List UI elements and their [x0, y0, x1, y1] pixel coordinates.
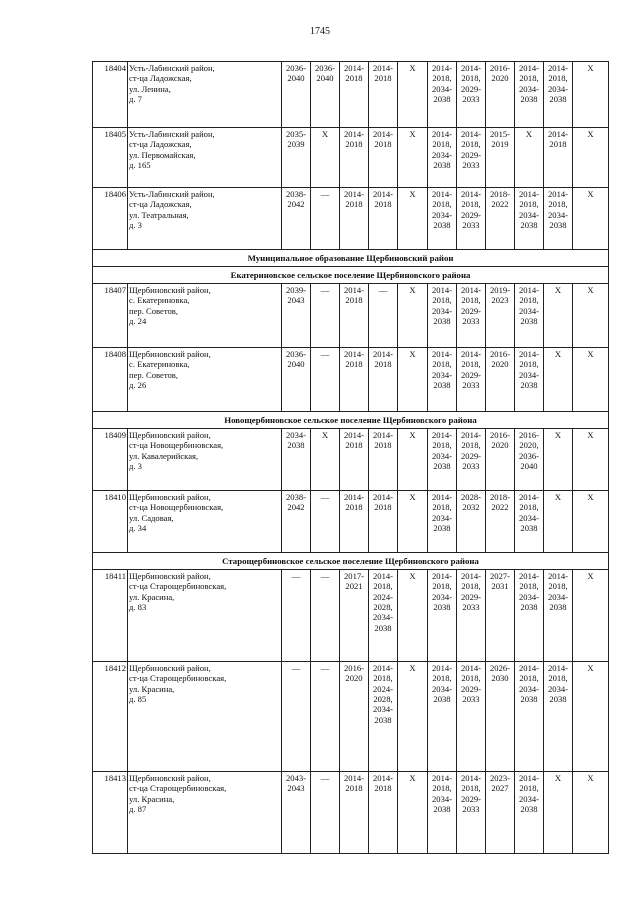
period-cell: 2034- 2038 — [282, 429, 311, 491]
period-cell: 2014- 2018, 2029- 2033 — [457, 284, 486, 348]
record-number: 18411 — [93, 570, 128, 662]
period-cell: 2014- 2018 — [340, 188, 369, 250]
period-cell: X — [544, 429, 573, 491]
period-cell: 2014- 2018 — [340, 284, 369, 348]
period-cell: 2015- 2019 — [486, 128, 515, 188]
period-cell: 2014- 2018, 2034- 2038 — [428, 662, 457, 772]
period-cell: 2014- 2018, 2034- 2038 — [544, 188, 573, 250]
period-cell: X — [544, 491, 573, 553]
period-cell: 2035- 2039 — [282, 128, 311, 188]
period-cell: X — [573, 429, 609, 491]
period-cell: X — [573, 348, 609, 412]
period-cell: 2027- 2031 — [486, 570, 515, 662]
record-number: 18406 — [93, 188, 128, 250]
period-cell: 2014- 2018 — [340, 491, 369, 553]
table-row — [93, 128, 609, 188]
period-cell: 2014- 2018, 2029- 2033 — [457, 188, 486, 250]
address-cell: Щербиновский район, ст-ца Новощербиновская, ул. Кавалерийская, д. 3 — [128, 429, 282, 491]
table-row — [93, 429, 609, 491]
period-cell: X — [544, 772, 573, 854]
registry-table — [92, 61, 609, 854]
table-row — [93, 772, 609, 854]
section-header — [93, 267, 609, 284]
period-cell: 2014- 2018, 2034- 2038 — [428, 491, 457, 553]
period-cell: 2014- 2018, 2034- 2038 — [428, 429, 457, 491]
section-title: Старощербиновское сельское поселение Щербиновского района — [93, 553, 609, 570]
period-cell: X — [398, 772, 428, 854]
period-cell: X — [398, 62, 428, 128]
period-cell: 2014- 2018, 2034- 2038 — [428, 570, 457, 662]
period-cell: 2018- 2022 — [486, 188, 515, 250]
period-cell: X — [515, 128, 544, 188]
period-cell: 2014- 2018, 2034- 2038 — [544, 570, 573, 662]
period-cell: 2014- 2018 — [369, 188, 398, 250]
period-cell: — — [311, 491, 340, 553]
period-cell: 2014- 2018, 2034- 2038 — [515, 491, 544, 553]
period-cell: 2014- 2018 — [340, 62, 369, 128]
record-number: 18404 — [93, 62, 128, 128]
period-cell: — — [311, 188, 340, 250]
period-cell: 2036- 2040 — [311, 62, 340, 128]
period-cell: 2014- 2018, 2029- 2033 — [457, 662, 486, 772]
period-cell: X — [398, 284, 428, 348]
period-cell: X — [573, 570, 609, 662]
period-cell: X — [398, 348, 428, 412]
period-cell: X — [398, 570, 428, 662]
period-cell: — — [282, 662, 311, 772]
period-cell: 2014- 2018 — [369, 348, 398, 412]
period-cell: 2014- 2018 — [340, 128, 369, 188]
period-cell: 2014- 2018, 2029- 2033 — [457, 772, 486, 854]
period-cell: 2043- 2043 — [282, 772, 311, 854]
address-cell: Усть-Лабинский район, ст-ца Ладожская, ул. Первомайская, д. 165 — [128, 128, 282, 188]
table-row — [93, 62, 609, 128]
address-cell: Щербиновский район, ст-ца Старощербиновская, ул. Красина, д. 83 — [128, 570, 282, 662]
period-cell: 2038- 2042 — [282, 188, 311, 250]
table-row — [93, 348, 609, 412]
period-cell: 2014- 2018, 2034- 2038 — [428, 284, 457, 348]
period-cell: 2014- 2018, 2034- 2038 — [428, 772, 457, 854]
period-cell: 2014- 2018, 2034- 2038 — [428, 348, 457, 412]
period-cell: 2014- 2018, 2029- 2033 — [457, 429, 486, 491]
record-number: 18413 — [93, 772, 128, 854]
period-cell: 2026- 2030 — [486, 662, 515, 772]
period-cell: — — [282, 570, 311, 662]
period-cell: 2014- 2018, 2034- 2038 — [544, 662, 573, 772]
period-cell: — — [369, 284, 398, 348]
period-cell: 2014- 2018, 2024- 2028, 2034- 2038 — [369, 570, 398, 662]
period-cell: 2014- 2018, 2034- 2038 — [544, 62, 573, 128]
address-cell: Усть-Лабинский район, ст-ца Ладожская, ул. Ленина, д. 7 — [128, 62, 282, 128]
period-cell: 2018- 2022 — [486, 491, 515, 553]
period-cell: 2036- 2040 — [282, 348, 311, 412]
period-cell: X — [573, 772, 609, 854]
period-cell: 2014- 2018, 2034- 2038 — [515, 570, 544, 662]
period-cell: 2014- 2018, 2034- 2038 — [428, 62, 457, 128]
period-cell: 2014- 2018, 2034- 2038 — [428, 128, 457, 188]
period-cell: 2014- 2018 — [544, 128, 573, 188]
period-cell: 2014- 2018, 2029- 2033 — [457, 62, 486, 128]
period-cell: 2014- 2018 — [369, 62, 398, 128]
period-cell: 2016- 2020 — [486, 429, 515, 491]
period-cell: 2023- 2027 — [486, 772, 515, 854]
address-cell: Усть-Лабинский район, ст-ца Ладожская, ул. Театральная, д. 3 — [128, 188, 282, 250]
period-cell: 2014- 2018 — [369, 429, 398, 491]
section-title: Новощербиновское сельское поселение Щербиновского района — [93, 412, 609, 429]
period-cell: X — [398, 662, 428, 772]
period-cell: 2014- 2018 — [369, 772, 398, 854]
period-cell: 2036- 2040 — [282, 62, 311, 128]
period-cell: 2014- 2018, 2029- 2033 — [457, 570, 486, 662]
record-number: 18409 — [93, 429, 128, 491]
period-cell: — — [311, 772, 340, 854]
table-row — [93, 570, 609, 662]
record-number: 18407 — [93, 284, 128, 348]
section-header — [93, 553, 609, 570]
period-cell: 2028- 2032 — [457, 491, 486, 553]
period-cell: — — [311, 570, 340, 662]
period-cell: 2014- 2018, 2029- 2033 — [457, 348, 486, 412]
period-cell: 2016- 2020 — [486, 348, 515, 412]
address-cell: Щербиновский район, ст-ца Старощербиновская, ул. Красина, д. 85 — [128, 662, 282, 772]
period-cell: X — [573, 188, 609, 250]
section-header — [93, 412, 609, 429]
period-cell: X — [573, 62, 609, 128]
period-cell: — — [311, 348, 340, 412]
section-header — [93, 250, 609, 267]
period-cell: 2014- 2018 — [369, 128, 398, 188]
period-cell: 2016- 2020 — [486, 62, 515, 128]
page-number: 1745 — [310, 26, 330, 37]
period-cell: X — [573, 284, 609, 348]
period-cell: 2014- 2018, 2034- 2038 — [515, 662, 544, 772]
period-cell: X — [544, 284, 573, 348]
period-cell: 2014- 2018, 2024- 2028, 2034- 2038 — [369, 662, 398, 772]
table-row — [93, 284, 609, 348]
period-cell: 2016- 2020, 2036- 2040 — [515, 429, 544, 491]
address-cell: Щербиновский район, с. Екатериновка, пер. Советов, д. 26 — [128, 348, 282, 412]
table-row — [93, 491, 609, 553]
record-number: 18410 — [93, 491, 128, 553]
period-cell: 2014- 2018, 2034- 2038 — [515, 188, 544, 250]
period-cell: 2019- 2023 — [486, 284, 515, 348]
table-row — [93, 662, 609, 772]
period-cell: 2039- 2043 — [282, 284, 311, 348]
section-title: Екатериновское сельское поселение Щербиновского района — [93, 267, 609, 284]
period-cell: — — [311, 284, 340, 348]
period-cell: X — [311, 128, 340, 188]
section-title: Муниципальное образование Щербиновский район — [93, 250, 609, 267]
period-cell: 2014- 2018, 2029- 2033 — [457, 128, 486, 188]
period-cell: 2014- 2018, 2034- 2038 — [515, 62, 544, 128]
address-cell: Щербиновский район, ст-ца Старощербиновская, ул. Красина, д. 87 — [128, 772, 282, 854]
record-number: 18405 — [93, 128, 128, 188]
period-cell: 2014- 2018 — [369, 491, 398, 553]
period-cell: 2038- 2042 — [282, 491, 311, 553]
period-cell: 2014- 2018, 2034- 2038 — [515, 348, 544, 412]
period-cell: X — [398, 429, 428, 491]
record-number: 18412 — [93, 662, 128, 772]
period-cell: 2016- 2020 — [340, 662, 369, 772]
period-cell: X — [573, 128, 609, 188]
period-cell: 2014- 2018, 2034- 2038 — [515, 772, 544, 854]
period-cell: X — [573, 662, 609, 772]
period-cell: X — [398, 491, 428, 553]
period-cell: X — [544, 348, 573, 412]
period-cell: — — [311, 662, 340, 772]
period-cell: 2014- 2018, 2034- 2038 — [515, 284, 544, 348]
period-cell: X — [398, 188, 428, 250]
period-cell: 2014- 2018 — [340, 772, 369, 854]
period-cell: 2014- 2018 — [340, 348, 369, 412]
period-cell: X — [398, 128, 428, 188]
period-cell: 2014- 2018, 2034- 2038 — [428, 188, 457, 250]
address-cell: Щербиновский район, ст-ца Новощербиновская, ул. Садовая, д. 34 — [128, 491, 282, 553]
record-number: 18408 — [93, 348, 128, 412]
period-cell: X — [311, 429, 340, 491]
period-cell: X — [573, 491, 609, 553]
period-cell: 2014- 2018 — [340, 429, 369, 491]
period-cell: 2017- 2021 — [340, 570, 369, 662]
address-cell: Щербиновский район, с. Екатериновка, пер. Советов, д. 24 — [128, 284, 282, 348]
table-row — [93, 188, 609, 250]
